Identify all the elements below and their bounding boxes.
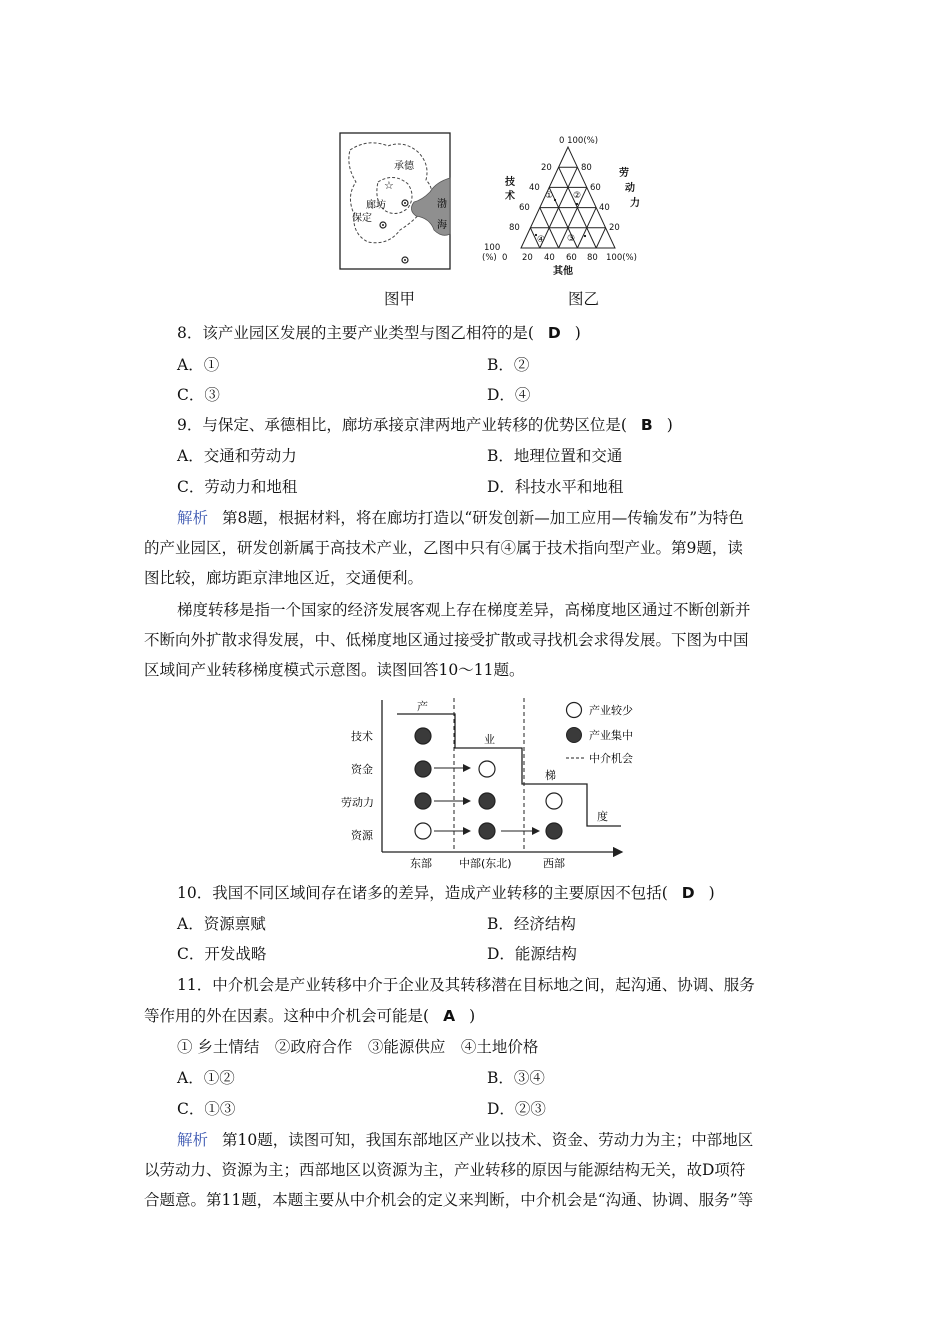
q11-stem-line-2: 等作用的外在因素。这种中介机会可能是( A ) <box>144 1007 476 1025</box>
q10-option-c: C．开发战略 <box>177 945 267 963</box>
corner-100: 100 <box>484 243 501 253</box>
figure-yi-ternary <box>478 132 660 280</box>
tick-right-60: 60 <box>590 183 601 193</box>
row-label-tech: 技术 <box>351 730 373 743</box>
explanation-2-line-2: 以劳动力、资源为主；西部地区以资源为主，产业转移的原因与能源结构无关，故D项符 <box>144 1161 746 1179</box>
point-3: ③ <box>567 234 576 244</box>
label-chengde: 承德 <box>394 161 414 172</box>
q9-stem: 9．与保定、承德相比，廊坊承接京津两地产业转移的优势区位是( B ) <box>177 416 673 434</box>
tick-bottom-40: 40 <box>544 253 555 263</box>
q11-option-c: C．①③ <box>177 1100 236 1118</box>
explanation-1-line-2: 的产业园区，研发创新属于高技术产业，乙图中只有④属于技术指向型产业。第9题，读 <box>144 539 743 557</box>
q9-option-b: B．地理位置和交通 <box>487 447 623 465</box>
q8-option-c: C．③ <box>177 386 220 404</box>
step-label-chan: 产 <box>417 700 428 713</box>
intro-line-1: 梯度转移是指一个国家的经济发展客观上存在梯度差异，高梯度地区通过不断创新并 <box>177 601 751 619</box>
corner-pct: (%) <box>482 253 497 263</box>
label-bo: 渤 <box>437 199 447 210</box>
q9-answer: B <box>640 416 653 434</box>
q11-items: ① 乡土情结 ②政府合作 ③能源供应 ④土地价格 <box>177 1038 539 1056</box>
label-langfang: 廊坊 <box>366 200 386 211</box>
tick-left-60: 60 <box>519 203 530 213</box>
row-label-resource: 资源 <box>351 829 373 842</box>
legend-few-icon <box>567 703 582 718</box>
tick-left-40: 40 <box>529 183 540 193</box>
q9-option-a: A．交通和劳动力 <box>177 447 297 465</box>
q10-stem: 10．我国不同区域间存在诸多的差异，造成产业转移的主要原因不包括( D ) <box>177 884 715 902</box>
intro-line-3: 区域间产业转移梯度模式示意图。读图回答10～11题。 <box>144 661 525 679</box>
axis-left-shu: 术 <box>505 191 515 202</box>
q8-option-d: D．④ <box>487 386 531 404</box>
cell-dense-marker <box>479 793 495 809</box>
tick-right-20: 20 <box>609 223 620 233</box>
q11-stem-line-1: 11．中介机会是产业转移中介于企业及其转移潜在目标地之间，起沟通、协调、服务 <box>177 976 755 994</box>
cell-dense-marker <box>479 823 495 839</box>
axis-left-ji: 技 <box>505 177 515 188</box>
step-label-ye: 业 <box>484 733 495 746</box>
explanation-2-line-3: 合题意。第11题，本题主要从中介机会的定义来判断，中介机会是“沟通、协调、服务”等 <box>144 1191 754 1209</box>
label-baoding: 保定 <box>352 213 372 224</box>
legend-agency-label: 中介机会 <box>589 752 633 765</box>
q8-option-b: B．② <box>487 356 530 374</box>
cell-few-marker <box>546 793 562 809</box>
cell-dense-marker <box>546 823 562 839</box>
tick-bottom-80: 80 <box>587 253 598 263</box>
q8-stem: 8．该产业园区发展的主要产业类型与图乙相符的是( D ) <box>177 324 581 342</box>
star-icon: ☆ <box>384 179 394 192</box>
axis-right-lao: 劳 <box>619 168 629 179</box>
explanation-tag: 解析 <box>177 1131 209 1149</box>
col-label-west: 西部 <box>543 857 565 870</box>
q11-answer: A <box>443 1007 456 1025</box>
q9-option-c: C．劳动力和地租 <box>177 478 298 496</box>
q11-option-a: A．①② <box>177 1069 235 1087</box>
explanation-tag: 解析 <box>177 509 209 527</box>
tick-left-80: 80 <box>509 223 520 233</box>
tick-bottom-0: 0 <box>502 253 508 263</box>
point-2: ② <box>573 191 582 201</box>
row-label-labor: 劳动力 <box>341 796 374 809</box>
q10-answer: D <box>681 884 695 902</box>
q9-option-d: D．科技水平和地租 <box>487 478 624 496</box>
q8-answer: D <box>547 324 561 342</box>
q11-option-d: D．②③ <box>487 1100 546 1118</box>
col-label-east: 东部 <box>410 857 432 870</box>
cell-few-marker <box>479 761 495 777</box>
explanation-1-line-1: 解析 第8题，根据材料，将在廊坊打造以“研发创新—加工应用—传输发布”为特色 <box>177 509 744 527</box>
tick-left-20: 20 <box>541 163 552 173</box>
tick-bottom-20: 20 <box>522 253 533 263</box>
legend-dense-label: 产业集中 <box>589 729 633 742</box>
explanation-1-line-3: 图比较，廊坊距京津地区近，交通便利。 <box>144 569 424 587</box>
cell-dense-marker <box>415 761 431 777</box>
label-hai: 海 <box>437 220 447 231</box>
step-label-du: 度 <box>597 810 608 823</box>
figure-yi-caption: 图乙 <box>568 290 600 308</box>
cell-dense-marker <box>415 793 431 809</box>
ternary-top-label: 0 100(%) <box>559 136 599 146</box>
intro-line-2: 不断向外扩散求得发展，中、低梯度地区通过接受扩散或寻找机会求得发展。下图为中国 <box>144 631 749 649</box>
point-4: ④ <box>537 235 546 245</box>
gradient-transfer-diagram <box>337 692 649 874</box>
tick-bottom-60: 60 <box>566 253 577 263</box>
axis-right-dong: 动 <box>625 183 635 194</box>
row-label-capital: 资金 <box>351 763 373 776</box>
figure-jia-caption: 图甲 <box>384 290 416 308</box>
explanation-2-line-1: 解析 第10题，读图可知，我国东部地区产业以技术、资金、劳动力为主；中部地区 <box>177 1131 754 1149</box>
tick-right-40: 40 <box>599 203 610 213</box>
axis-right-li: 力 <box>630 198 640 209</box>
cell-dense-marker <box>415 728 431 744</box>
cell-few-marker <box>415 823 431 839</box>
q11-option-b: B．③④ <box>487 1069 545 1087</box>
q8-option-a: A．① <box>177 356 220 374</box>
tick-right-80: 80 <box>581 163 592 173</box>
point-1: ① <box>545 191 554 201</box>
q10-option-a: A．资源禀赋 <box>177 915 266 933</box>
legend-dense-icon <box>567 728 582 743</box>
step-label-ti: 梯 <box>545 769 556 782</box>
q10-option-d: D．能源结构 <box>487 945 577 963</box>
axis-bottom-qita: 其他 <box>553 266 573 277</box>
tick-bottom-100: 100(%) <box>606 253 637 263</box>
figure-jia-map <box>338 130 454 272</box>
legend-few-label: 产业较少 <box>589 704 633 717</box>
q10-option-b: B．经济结构 <box>487 915 576 933</box>
col-label-central: 中部(东北) <box>459 857 512 870</box>
